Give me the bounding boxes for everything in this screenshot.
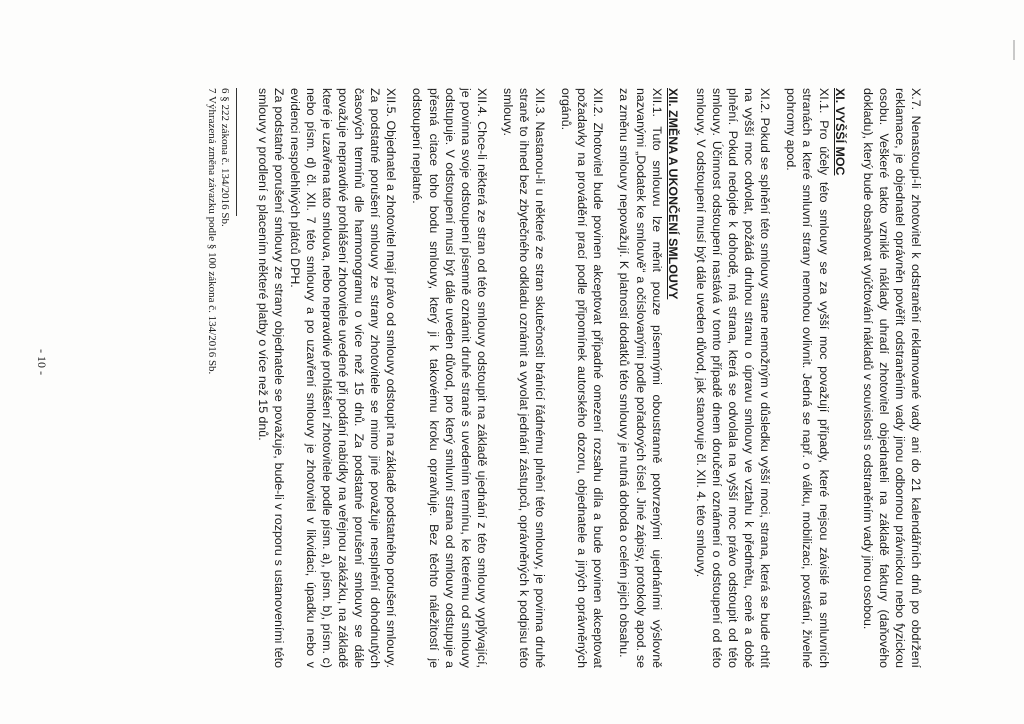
page-number: - 10 - <box>35 349 49 375</box>
heading-vyssi-moc: XI. VYŠŠÍ MOC <box>832 88 847 176</box>
paragraph-xii-5: XII.5. Objednatel a zhotovitel mají právo od smlouvy odstoupit na základě podstatného porušení smlouvy. Za podstatné porušení smlouvy ze strany zhotovitele se mimo jiné považuje nesplnění dohodnutých časových termínů dle harmonogramu o více než 15 dnů. Za podstatné porušení smlouvy se dále považuje nepravdivé prohlášení zhotovitele uvedené při podání nabídky na veřejnou zakázku, na základě které je uzavřena tato smlouva, nebo nepravdivé prohlášení zhotovitele podle písm. a), písm. b), písm. c) nebo písm. d) čl. XII. 7 této smlouvy a po uzavření smlouvy je zhotovitel v likvidaci, úpadku nebo v evidenci nespolehlivých plátců DPH. <box>287 88 399 668</box>
footnote-7: 7 Výhrazená změna závazku podle § 100 zákona č. 134/2016 Sb. <box>205 88 218 375</box>
footnote-separator <box>236 88 237 216</box>
paragraph-xii-5-continued: Za podstatné porušení smlouvy ze strany objednatele se považuje, bude-li v rozporu s ustanoveními této smlouvy v prodlení s placením některé platby o více než 15 dnů. <box>255 88 286 668</box>
paragraph-xi-1: XI.1. Pro účely této smlouvy se za vyšší moc považují případy, které nejsou závislé na smluvních stranách a které smluvní strany nemohou ovlivnit. Jedná se např. o válku, mobilizaci, povstání, živelné pohromy apod. <box>784 88 831 668</box>
paragraph-xi-2: XI.2. Pokud se splnění této smlouvy stane nemožným v důsledku vyšší moci, strana, která se bude chtít na vyšší moc odvolat, požádá druhou stranu o úpravu smlouvy ve vztahu k předmětu, ceně a době plnění. Pokud nedojde k dohodě, má strana, která se odvolala na vyšší moc právo odstoupit od této smlouvy. Účinnost odstoupení nastává v tomto případě dnem doručení oznámení o odstoupení od této smlouvy. V odstoupení musí být dále uveden důvod, jak stanovuje čl. XII. 4. této smlouvy. <box>693 88 773 668</box>
paragraph-x7: X.7. Nenastoupí-li zhotovitel k odstranění reklamované vady ani do 21 kalendářních dnů po obdržení reklamace, je objednatel oprávněn pověřit odstraněním vady jinou odbornou právnickou nebo fyzickou osobu. Veškeré takto vzniklé náklady uhradí zhotovitel objednateli na základě faktury (daňového dokladu), který bude obsahovat vyúčtování nákladů v souvislosti s odstraněním vady jinou osobou. <box>860 88 923 668</box>
section-x7 <box>860 88 924 668</box>
paragraph-xii-1: XII.1. Tuto smlouvu lze měnit pouze písemnými oboustranně potvrzenými ujednáními výslovně nazvanými „Dodatek ke smlouvě“ a očíslovanými podle pořadových čísel. Jiné zápisy, protokoly apod. se za změnu smlouvy nepovažují. K platnosti dodatků této smlouvy je nutná dohoda o celém jejich obsahu. <box>617 88 664 668</box>
section-xi <box>693 88 832 668</box>
paragraph-xii-4: XII.4. Chce-li některá ze stran od této smlouvy odstoupit na základě ujednání z této smlouvy vyplývající, je povinna svoje odstoupení písemně oznámit druhé straně s uvedením termínu, ke kterému od smlouvy odstupuje. V odstoupení musí být dále uveden důvod, pro který smluvní strana od smlouvy odstupuje a přesná citace toho bodu smlouvy, který ji k takovému kroku opravňuje. Bez těchto náležitostí je odstoupení neplatné. <box>410 88 489 668</box>
heading-zmena-a-ukonceni-smlouvy: XII. ZMĚNA A UKONČENÍ SMLOUVY <box>665 88 680 300</box>
paragraph-xii-2: XII.2. Zhotovitel bude povinen akceptovat případné omezení rozsahu díla a bude povinen akceptovat požadavky na provádění prací podle připomínek autorského dozoru, objednatele a jiných oprávněných orgánů. <box>559 88 606 668</box>
section-xii <box>255 88 665 668</box>
footnote-6: 6 § 222 zákona č. 134/2016 Sb. <box>218 88 231 227</box>
paragraph-xii-3: XII.3. Nastanou-li u některé ze stran skutečnosti bránící řádnému plnění této smlouvy, je povinna druhé straně to ihned bez zbytečného odkladu oznámit a vyvolat jednání zástupců, oprávněných k podpisu této smlouvy. <box>500 88 548 668</box>
